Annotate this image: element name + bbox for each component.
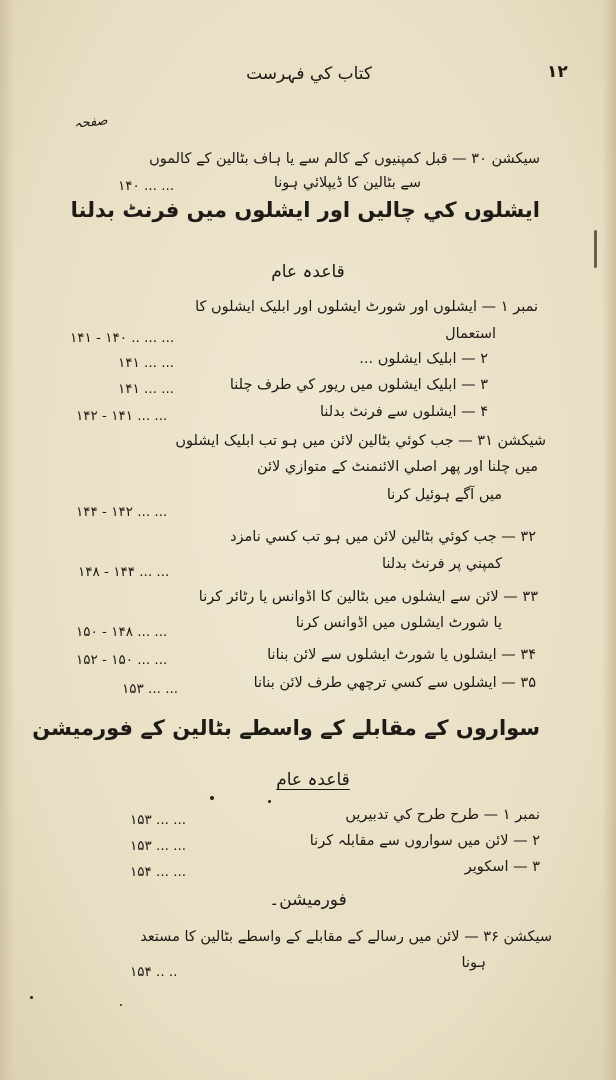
- toc-entry-pages: ۱۵۴ .. ..: [130, 964, 178, 980]
- toc-entry-text: نمبر ۱ — طرح طرح کي تدبیریں: [345, 807, 540, 823]
- toc-entry-text: میں چلنا اور پھر اصلي الائنمنٹ کے متوازي لائن: [256, 459, 538, 475]
- toc-entry-pages: ۱۵۳ ... ...: [122, 681, 179, 697]
- toc-entry-text: ۳ — اسکویر: [464, 859, 540, 875]
- toc-entry-text: ۳۴ — ایشلوں یا شورٹ ایشلوں سے لائن بنانا: [267, 647, 536, 663]
- page-header-title: کتاب کي فہرست: [246, 64, 372, 84]
- section-heading: سواروں کے مقابلے کے واسطے بٹالین کے فورمیشن: [32, 716, 540, 740]
- page-number: ۱۲: [547, 62, 568, 82]
- toc-entry-text: ۳ — ابلیک ایشلوں میں ریور کي طرف چلنا: [229, 377, 488, 393]
- ink-speck: [268, 800, 271, 803]
- toc-entry-pages: ۱۴۱ ... ...: [118, 355, 175, 371]
- toc-entry-pages: ۱۵۳ ... ...: [130, 838, 187, 854]
- toc-entry-pages: ۱۵۳ ... ...: [130, 812, 187, 828]
- toc-entry-text: ۲ — ابلیک ایشلوں ...: [359, 351, 488, 367]
- ink-speck: [30, 996, 33, 999]
- toc-entry-text: سیکشن ۳۶ — لائن میں رسالے کے مقابلے کے واسطے بٹالین کا مستعد: [140, 929, 552, 945]
- page-column-label: صفحہ: [73, 113, 109, 132]
- toc-entry-text: ۳۵ — ایشلوں سے کسي ترچھي طرف لائن بنانا: [253, 675, 536, 691]
- toc-entry-pages: ۱۴۲ - ۱۴۱ ... ...: [76, 408, 168, 424]
- toc-entry-text: شیکشن ۳۱ — جب کوئي بٹالین لائن میں ہو تب ابلیک ایشلوں: [175, 433, 546, 449]
- toc-entry-pages: ۱۵۰ - ۱۴۸ ... ...: [76, 624, 168, 640]
- toc-entry-text: ہونا: [461, 955, 486, 971]
- page-left-edge: [0, 0, 14, 1080]
- toc-entry-pages: ۱۵۴ ... ...: [130, 864, 187, 880]
- toc-entry-text: کمپني پر فرنٹ بدلنا: [381, 556, 502, 572]
- toc-entry-text: ۳۳ — لائن سے ایشلوں میں بٹالین کا اڈوانس یا رٹائر کرنا: [198, 589, 538, 605]
- section-subheading: فورمیشن۔: [269, 890, 347, 910]
- page-right-edge: [602, 0, 616, 1080]
- toc-entry-pages: ۱۴۱ ... ...: [118, 381, 175, 397]
- section-subheading: قاعدہ عام: [276, 770, 350, 790]
- toc-entry-text: سیکشن ۳۰ — قبل کمپنیوں کے کالم سے یا ہاف بٹالین کے کالموں: [149, 151, 540, 167]
- toc-entry-pages: ۱۵۲ - ۱۵۰ ... ...: [76, 652, 168, 668]
- toc-entry-text: یا شورٹ ایشلوں میں اڈوانس کرنا: [295, 615, 502, 631]
- ink-speck: [210, 796, 214, 800]
- page-edge-mark: [594, 230, 597, 268]
- section-subheading: قاعدہ عام: [271, 262, 345, 282]
- toc-entry-text: میں آگے ہوئیل کرنا: [386, 487, 502, 503]
- section-heading: ایشلوں کي چالیں اور ایشلوں میں فرنٹ بدلنا: [70, 198, 540, 222]
- toc-entry-text: ۳۲ — جب کوئي بٹالین لائن میں ہو تب کسي نامزد: [230, 529, 536, 545]
- ink-speck: [120, 1004, 122, 1006]
- toc-entry-pages: ۱۴۸ - ۱۴۴ ... ...: [78, 564, 170, 580]
- toc-entry-pages: ۱۴۱ - ۱۴۰ .. ... ...: [70, 330, 175, 346]
- toc-entry-pages: ۱۴۰ ... ...: [118, 178, 175, 194]
- toc-entry-text: سے بٹالین کا ڈیپلائي ہونا: [273, 175, 421, 191]
- toc-entry-text: ۲ — لائن میں سواروں سے مقابلہ کرنا: [309, 833, 540, 849]
- toc-entry-text: نمبر ۱ — ایشلوں اور شورٹ ایشلوں اور ابلیک ایشلوں کا: [195, 299, 538, 315]
- toc-entry-text: استعمال: [445, 326, 496, 342]
- toc-entry-pages: ۱۴۴ - ۱۴۲ ... ...: [76, 504, 168, 520]
- toc-entry-text: ۴ — ایشلوں سے فرنٹ بدلنا: [320, 404, 488, 420]
